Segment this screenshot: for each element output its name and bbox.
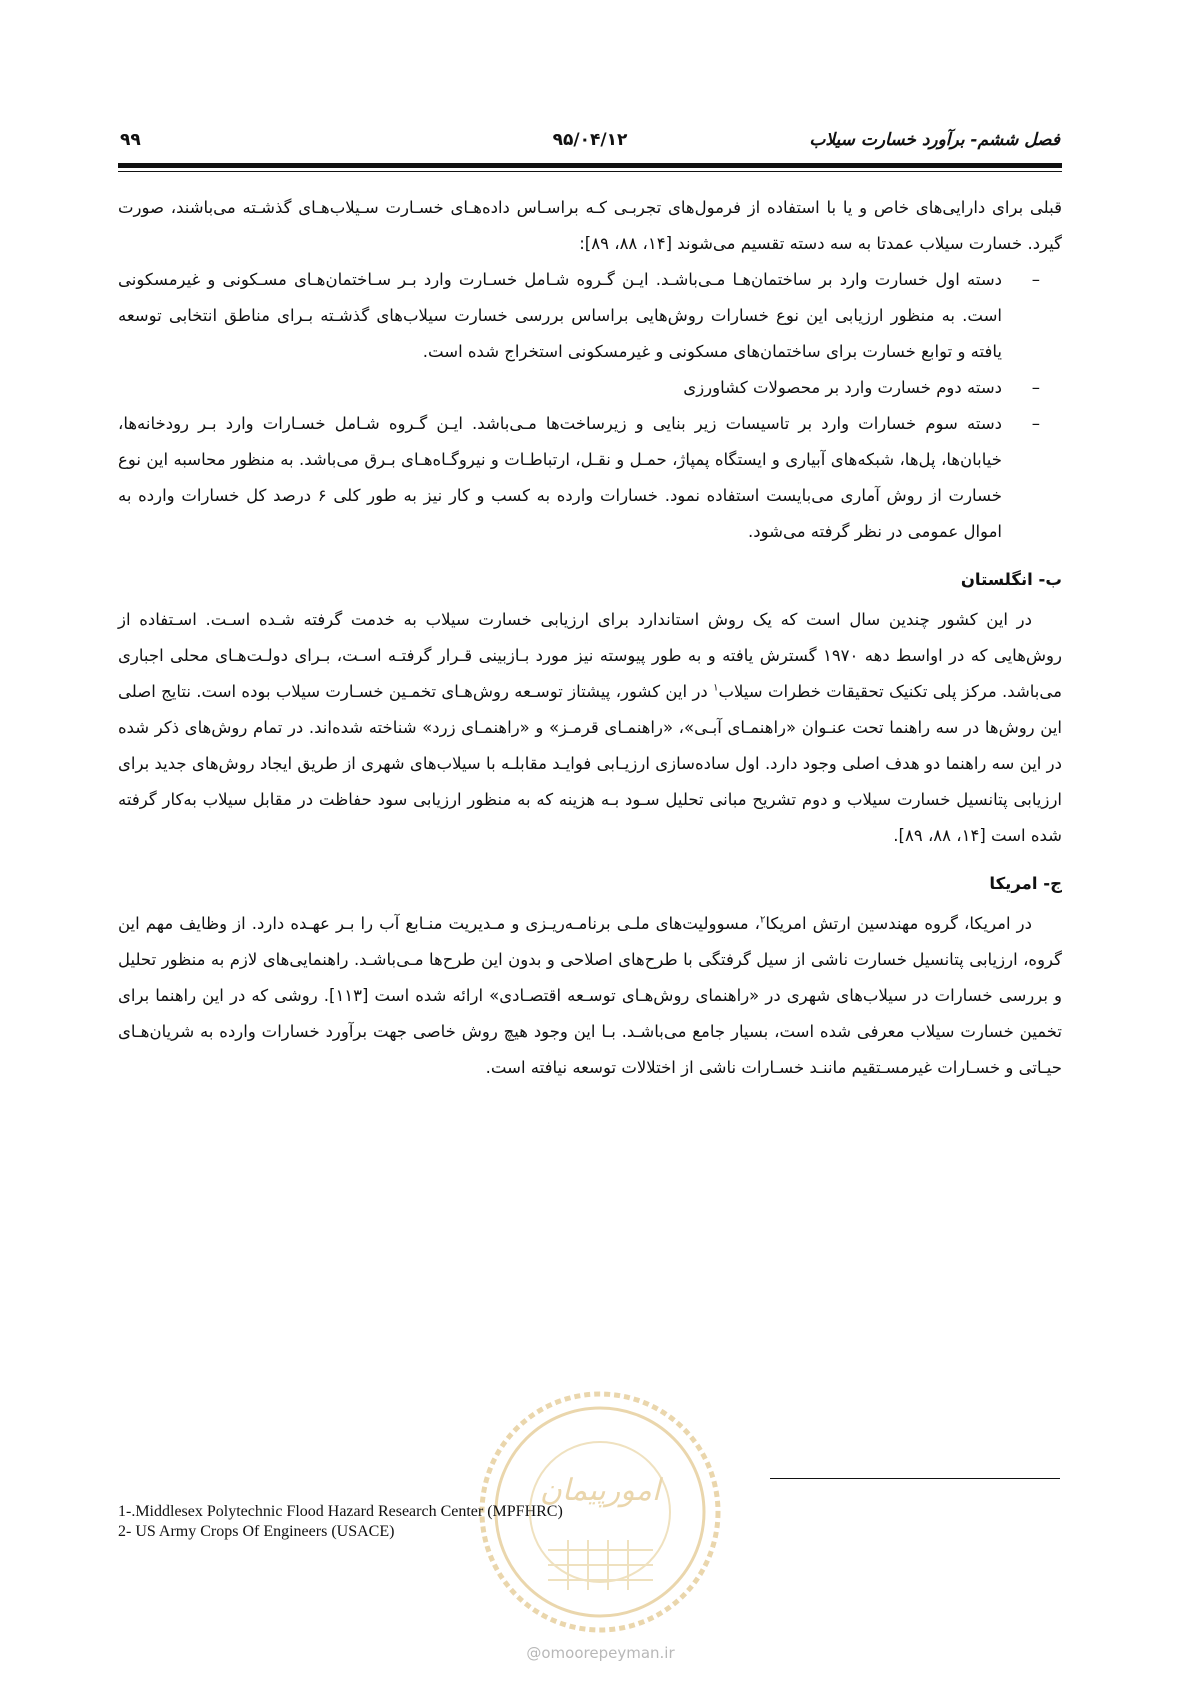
chapter-title: فصل ششم- برآورد خسارت سیلاب [809,130,1060,150]
watermark-site: @omoorepeyman.ir [526,1644,675,1662]
watermark-logo-text: امورپیمان [539,1473,661,1508]
england-text-part2: در این کشور، پیشتاز توسـعه روش‌هـای تخمـین خسـارت سیلاب بوده است. نتایج اصلی این روش‌ها در سه راهنما تحت عنـوان «راهنمـای آبـی»، «راهنمـای قرمـز» و «راهنمـای زرد» شناخته شده‌اند. در تمام روش‌های ذکر شده در این سه راهنما دو هدف اصلی وجود دارد. اول ساده‌سازی ارزیـابی فوایـد مقابلـه با سیلاب‌های شهری از طریق ایجاد روش‌های جدید برای ارزیابی پتانسیل خسارت سیلاب و دوم تشریح مبانی تحلیل سـود بـه هزینه که به منظور ارزیابی سود حفاظت در مقابل سیلاب به‌کار گرفته شده است [۱۴، ۸۸، ۸۹]. [118,682,1062,845]
page-header [120,130,1060,154]
list-item: – دسته اول خسارت وارد بر ساختمان‌هـا مـی‌باشـد. ایـن گـروه شـامل خسـارت وارد بـر سـاختمان‌هـای مسـکونی و غیرمسکونی است. به منظور ارزیابی این نوع خسارات روش‌هایی براساس بررسی خسارت سیلاب‌های گذشـته بـرای مناطق انتخابی توسعه یافته و توابع خسارت برای ساختمان‌های مسکونی و غیرمسکونی استخراج شده است. [118,262,1062,370]
header-rule-thin [118,171,1062,172]
footnote-2: 2- US Army Crops Of Engineers (USACE) [118,1523,395,1540]
list-item: – دسته سوم خسارات وارد بر تاسیسات زیر بنایی و زیرساخت‌ها مـی‌باشد. ایـن گـروه شـامل خسـارات وارد بـر رودخانه‌ها، خیابان‌ها، پل‌ها، شبکه‌های آبیاری و ایستگاه پمپاژ، حمـل و نقـل، ارتباطـات و نیروگـاه‌هـای بـرق می‌باشد. به منظور محاسبه این نوع خسارت از روش آماری می‌بایست استفاده نمود. خسارات وارده به کسب و کار نیز به طور کلی ۶ درصد کل خسارات وارده به اموال عمومی در نظر گرفته می‌شود. [118,406,1062,550]
footnote-rule [770,1478,1060,1479]
footnotes [118,1502,818,1542]
america-text-part1: در امریکا، گروه مهندسین ارتش امریکا [765,914,1032,933]
section-heading-america: ج- امریکا [989,874,1062,893]
damage-categories-list [118,262,1062,550]
list-item: – دسته دوم خسارت وارد بر محصولات کشاورزی [118,370,1062,406]
america-text-part2: ، مسوولیت‌های ملـی برنامـه‌ریـزی و مـدیریت منـابع آب را بـر عهـده دارد. از وظایف مهم این گروه، ارزیابی پتانسیل خسارت ناشی از سیل گرفتگی با طرح‌های اصلاحی و بدون این طرح‌ها مـی‌باشـد. راهنمایی‌های لازم به منظور تحلیل و بررسی خسارات در سیلاب‌های شهری در «راهنمای روش‌هـای توسـعه اقتصـادی» ارائه شده است [۱۱۳]. روشی که در این راهنما برای تخمین خسارت سیلاب معرفی شده است، بسیار جامع می‌باشـد. بـا این وجود هیچ روش خاصی جهت برآورد خسارات وارده به شریان‌هـای حیـاتی و خسـارات غیرمسـتقیم ماننـد خسـارات ناشی از اختلالات توسعه نیافته است. [118,914,1062,1077]
intro-paragraph: قبلی برای دارایی‌های خاص و یا با استفاده از فرمول‌های تجربـی کـه براسـاس داده‌هـای خسـارت سـیلاب‌هـای گذشـته می‌باشند، صورت گیرد. خسارت سیلاب عمدتا به سه دسته تقسیم می‌شوند [۱۴، ۸۸، ۸۹]: [118,198,1062,253]
england-paragraph [118,602,1062,854]
england-text-part1: در این کشور چندین سال است که یک روش استاندارد برای ارزیابی خسارت سیلاب به خدمت گرفته شـده اسـت. اسـتفاده از روش‌هایی که در اواسط دهه ۱۹۷۰ گسترش یافته و به طور پیوسته نیز مورد بـازبینی قـرار گرفتـه اسـت، بـرای دولـت‌هـای محلی اجباری می‌باشد. مرکز پلی تکنیک تحقیقات خطرات سیلاب [118,610,1062,701]
main-content [118,190,1062,1086]
page-number: ۹۹ [120,130,141,150]
footnote-ref-2: ۲ [759,914,766,926]
footnote-1: 1-.Middlesex Polytechnic Flood Hazard Research Center (MPFHRC) [118,1503,563,1520]
footnote-ref-1: ۱ [713,682,719,694]
section-heading-england: ب- انگلستان [960,570,1062,589]
america-paragraph [118,906,1062,1086]
header-rule-thick [118,163,1062,168]
header-date: ۹۵/۰۴/۱۲ [552,130,628,150]
